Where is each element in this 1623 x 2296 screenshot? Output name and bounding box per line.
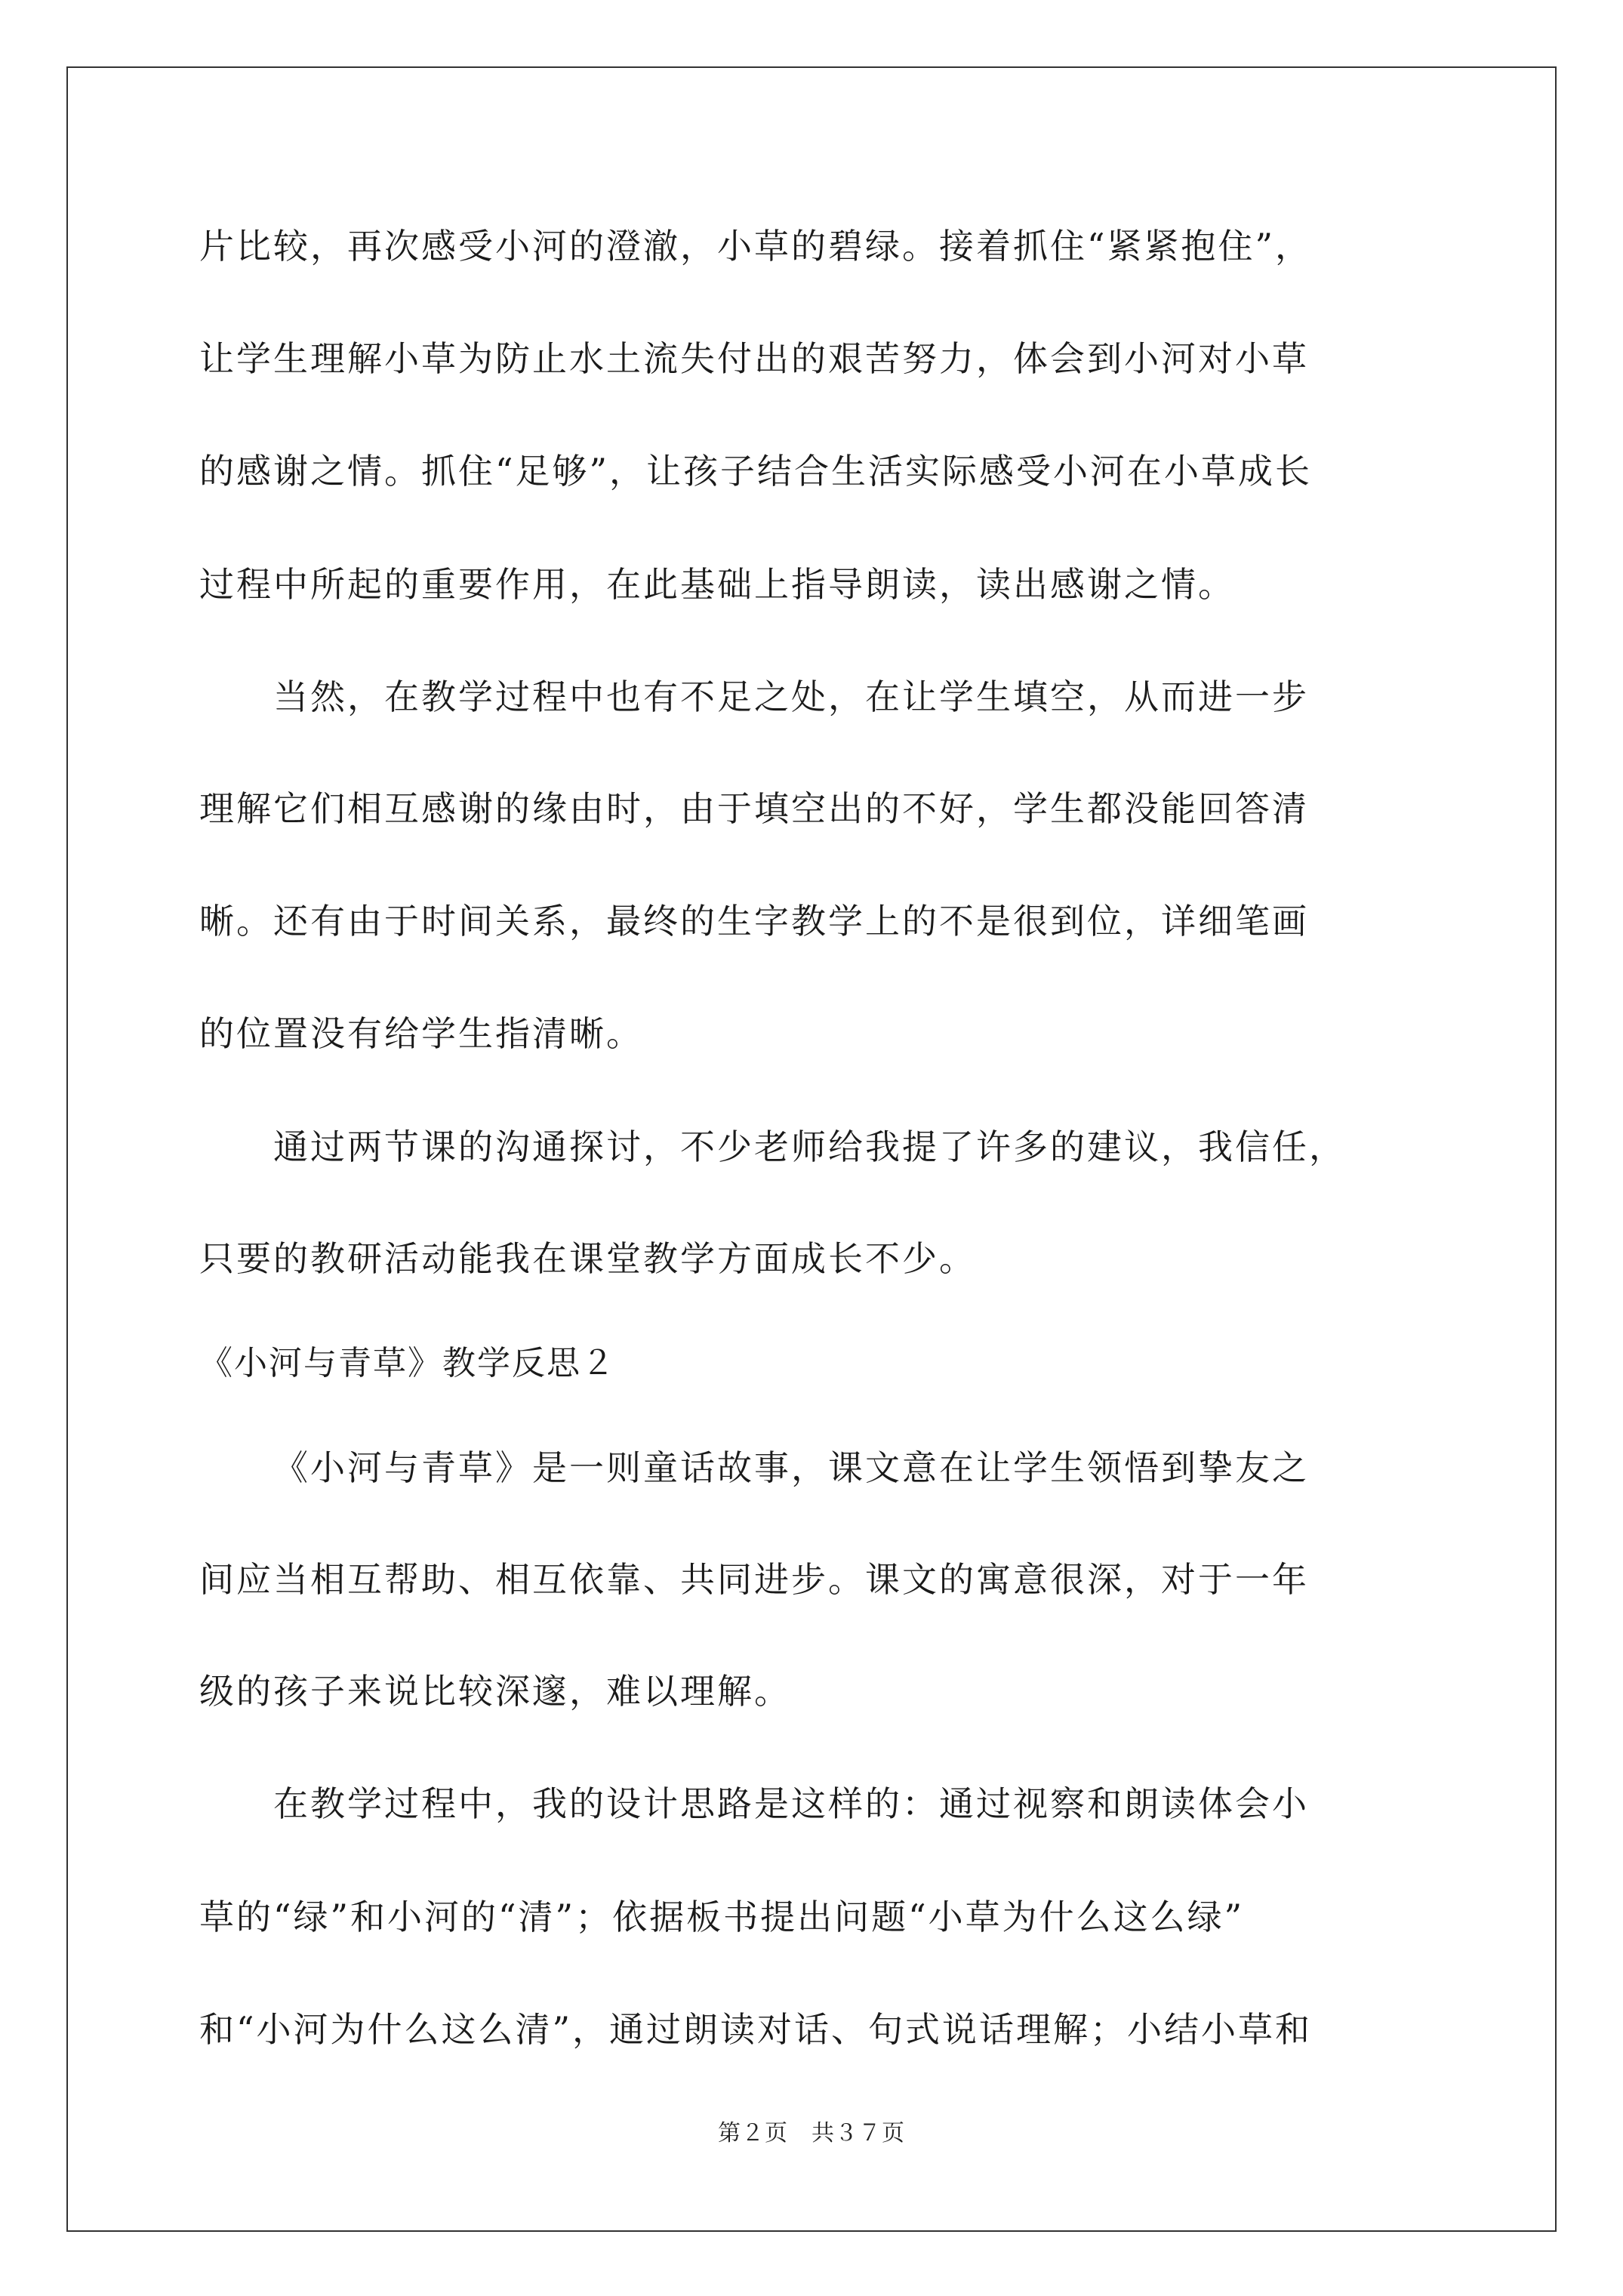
page-number-footer: 第２页 共３７页 <box>718 2120 905 2147</box>
paragraph-start-line: 在教学过程中，我的设计思路是这样的：通过视察和朗读体会小 <box>273 1783 1309 1824</box>
text-line: 理解它们相互感谢的缘由时，由于填空出的不好，学生都没能回答清 <box>199 788 1309 829</box>
text-line: 让学生理解小草为防止水土流失付出的艰苦努力，体会到小河对小草 <box>199 338 1309 379</box>
text-line: 的位置没有给学生指清晰。 <box>199 1013 643 1054</box>
section-heading: 《小河与青草》教学反思２ <box>199 1344 616 1382</box>
text-line: 和“小河为什么这么清”，通过朗读对话、句式说话理解；小结小草和 <box>199 2009 1313 2050</box>
paragraph-start-line: 《小河与青草》是一则童话故事，课文意在让学生领悟到挚友之 <box>273 1447 1309 1488</box>
text-line: 晰。还有由于时间关系，最终的生字教学上的不是很到位，详细笔画 <box>199 901 1309 942</box>
text-line: 草的“绿”和小河的“清”；依据板书提出问题“小草为什么这么绿” <box>199 1897 1245 1937</box>
text-line: 间应当相互帮助、相互依靠、共同进步。课文的寓意很深，对于一年 <box>199 1559 1309 1600</box>
paragraph-start-line: 当然，在教学过程中也有不足之处，在让学生填空，从而进一步 <box>273 676 1309 717</box>
text-line: 的感谢之情。抓住“足够”，让孩子结合生活实际感受小河在小草成长 <box>199 451 1313 492</box>
text-line: 片比较，再次感受小河的澄澈，小草的碧绿。接着抓住“紧紧抱住”， <box>199 226 1313 267</box>
text-line: 只要的教研活动能我在课堂教学方面成长不少。 <box>199 1238 976 1279</box>
text-line: 过程中所起的重要作用，在此基础上指导朗读，读出感谢之情。 <box>199 564 1235 605</box>
paragraph-start-line: 通过两节课的沟通探讨，不少老师给我提了许多的建议，我信任， <box>273 1126 1346 1167</box>
text-line: 级的孩子来说比较深邃，难以理解。 <box>199 1671 791 1712</box>
